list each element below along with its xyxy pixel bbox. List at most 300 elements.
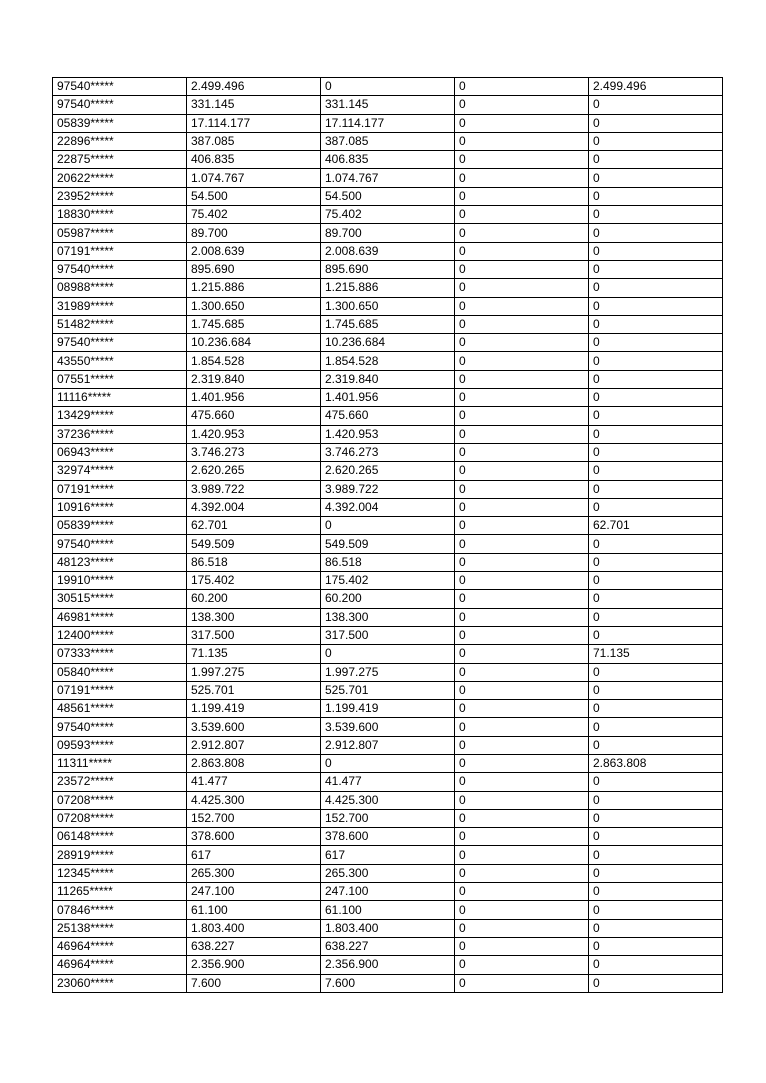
table-row	[53, 114, 723, 132]
column-5-cell: 0	[589, 663, 723, 681]
column-3-cell: 75.402	[321, 206, 455, 224]
column-3-cell: 0	[321, 517, 455, 535]
total-cell: 1.803.400	[187, 919, 321, 937]
table-row	[53, 407, 723, 425]
table-row	[53, 736, 723, 754]
column-4-cell: 0	[455, 370, 589, 388]
table-row	[53, 846, 723, 864]
total-cell: 317.500	[187, 626, 321, 644]
column-4-cell: 0	[455, 206, 589, 224]
total-cell: 54.500	[187, 187, 321, 205]
table-row	[53, 572, 723, 590]
column-5-cell: 0	[589, 334, 723, 352]
column-5-cell: 0	[589, 937, 723, 955]
column-3-cell: 247.100	[321, 883, 455, 901]
total-cell: 2.356.900	[187, 956, 321, 974]
table-row	[53, 773, 723, 791]
document-page	[52, 77, 722, 993]
column-4-cell: 0	[455, 645, 589, 663]
id-cell: 30515*****	[53, 590, 187, 608]
column-3-cell: 638.227	[321, 937, 455, 955]
column-5-cell: 0	[589, 260, 723, 278]
column-4-cell: 0	[455, 260, 589, 278]
column-5-cell: 0	[589, 370, 723, 388]
column-3-cell: 378.600	[321, 828, 455, 846]
total-cell: 7.600	[187, 974, 321, 992]
table-row	[53, 590, 723, 608]
table-row	[53, 78, 723, 96]
column-5-cell: 0	[589, 700, 723, 718]
column-4-cell: 0	[455, 78, 589, 96]
column-4-cell: 0	[455, 937, 589, 955]
column-5-cell: 71.135	[589, 645, 723, 663]
column-3-cell: 152.700	[321, 809, 455, 827]
column-5-cell: 0	[589, 718, 723, 736]
table-row	[53, 919, 723, 937]
total-cell: 71.135	[187, 645, 321, 663]
id-cell: 97540*****	[53, 260, 187, 278]
total-cell: 265.300	[187, 864, 321, 882]
table-row	[53, 498, 723, 516]
id-cell: 07191*****	[53, 681, 187, 699]
total-cell: 406.835	[187, 151, 321, 169]
id-cell: 07208*****	[53, 791, 187, 809]
id-cell: 23060*****	[53, 974, 187, 992]
column-5-cell: 2.863.808	[589, 754, 723, 772]
id-cell: 07551*****	[53, 370, 187, 388]
column-3-cell: 1.997.275	[321, 663, 455, 681]
id-cell: 05840*****	[53, 663, 187, 681]
column-5-cell: 0	[589, 187, 723, 205]
column-3-cell: 331.145	[321, 96, 455, 114]
table-row	[53, 480, 723, 498]
total-cell: 138.300	[187, 608, 321, 626]
column-4-cell: 0	[455, 169, 589, 187]
column-5-cell: 0	[589, 498, 723, 516]
column-4-cell: 0	[455, 334, 589, 352]
column-3-cell: 317.500	[321, 626, 455, 644]
column-5-cell: 0	[589, 114, 723, 132]
column-3-cell: 895.690	[321, 260, 455, 278]
column-3-cell: 265.300	[321, 864, 455, 882]
column-4-cell: 0	[455, 663, 589, 681]
column-3-cell: 60.200	[321, 590, 455, 608]
id-cell: 22896*****	[53, 132, 187, 150]
column-3-cell: 1.401.956	[321, 389, 455, 407]
table-row	[53, 974, 723, 992]
column-4-cell: 0	[455, 956, 589, 974]
column-5-cell: 0	[589, 297, 723, 315]
table-row	[53, 370, 723, 388]
id-cell: 43550*****	[53, 352, 187, 370]
id-cell: 25138*****	[53, 919, 187, 937]
table-row	[53, 169, 723, 187]
table-row	[53, 315, 723, 333]
total-cell: 1.854.528	[187, 352, 321, 370]
table-row	[53, 809, 723, 827]
column-4-cell: 0	[455, 590, 589, 608]
column-4-cell: 0	[455, 791, 589, 809]
column-5-cell: 0	[589, 626, 723, 644]
total-cell: 1.420.953	[187, 425, 321, 443]
column-3-cell: 617	[321, 846, 455, 864]
total-cell: 61.100	[187, 901, 321, 919]
table-row	[53, 187, 723, 205]
total-cell: 638.227	[187, 937, 321, 955]
total-cell: 1.745.685	[187, 315, 321, 333]
id-cell: 07191*****	[53, 480, 187, 498]
column-4-cell: 0	[455, 828, 589, 846]
id-cell: 46981*****	[53, 608, 187, 626]
table-row	[53, 901, 723, 919]
column-5-cell: 0	[589, 608, 723, 626]
id-cell: 07333*****	[53, 645, 187, 663]
column-4-cell: 0	[455, 535, 589, 553]
id-cell: 11116*****	[53, 389, 187, 407]
id-cell: 11265*****	[53, 883, 187, 901]
table-row	[53, 608, 723, 626]
table-row	[53, 279, 723, 297]
total-cell: 3.539.600	[187, 718, 321, 736]
total-cell: 2.620.265	[187, 462, 321, 480]
column-5-cell: 2.499.496	[589, 78, 723, 96]
column-5-cell: 0	[589, 224, 723, 242]
column-3-cell: 4.392.004	[321, 498, 455, 516]
id-cell: 28919*****	[53, 846, 187, 864]
id-cell: 06148*****	[53, 828, 187, 846]
column-5-cell: 0	[589, 828, 723, 846]
table-row	[53, 462, 723, 480]
total-cell: 475.660	[187, 407, 321, 425]
column-5-cell: 0	[589, 736, 723, 754]
column-3-cell: 475.660	[321, 407, 455, 425]
column-3-cell: 41.477	[321, 773, 455, 791]
column-5-cell: 0	[589, 242, 723, 260]
column-3-cell: 1.745.685	[321, 315, 455, 333]
column-3-cell: 1.854.528	[321, 352, 455, 370]
id-cell: 11311*****	[53, 754, 187, 772]
column-3-cell: 2.356.900	[321, 956, 455, 974]
total-cell: 3.989.722	[187, 480, 321, 498]
column-5-cell: 0	[589, 919, 723, 937]
id-cell: 13429*****	[53, 407, 187, 425]
column-5-cell: 0	[589, 132, 723, 150]
id-cell: 37236*****	[53, 425, 187, 443]
total-cell: 10.236.684	[187, 334, 321, 352]
column-4-cell: 0	[455, 846, 589, 864]
column-3-cell: 7.600	[321, 974, 455, 992]
table-row	[53, 151, 723, 169]
column-4-cell: 0	[455, 315, 589, 333]
table-row	[53, 260, 723, 278]
total-cell: 2.008.639	[187, 242, 321, 260]
table-row	[53, 132, 723, 150]
table-row	[53, 626, 723, 644]
table-row	[53, 96, 723, 114]
table-row	[53, 535, 723, 553]
table-body	[53, 78, 723, 993]
column-5-cell: 0	[589, 846, 723, 864]
column-3-cell: 3.539.600	[321, 718, 455, 736]
column-3-cell: 175.402	[321, 572, 455, 590]
column-5-cell: 0	[589, 535, 723, 553]
column-4-cell: 0	[455, 883, 589, 901]
column-5-cell: 0	[589, 901, 723, 919]
column-4-cell: 0	[455, 700, 589, 718]
column-3-cell: 387.085	[321, 132, 455, 150]
table-row	[53, 224, 723, 242]
column-4-cell: 0	[455, 974, 589, 992]
total-cell: 331.145	[187, 96, 321, 114]
column-4-cell: 0	[455, 132, 589, 150]
column-4-cell: 0	[455, 517, 589, 535]
id-cell: 19910*****	[53, 572, 187, 590]
total-cell: 75.402	[187, 206, 321, 224]
column-3-cell: 0	[321, 645, 455, 663]
column-5-cell: 0	[589, 590, 723, 608]
column-5-cell: 0	[589, 462, 723, 480]
id-cell: 97540*****	[53, 334, 187, 352]
column-3-cell: 89.700	[321, 224, 455, 242]
table-row	[53, 242, 723, 260]
id-cell: 97540*****	[53, 718, 187, 736]
table-row	[53, 443, 723, 461]
column-3-cell: 0	[321, 754, 455, 772]
total-cell: 17.114.177	[187, 114, 321, 132]
total-cell: 1.074.767	[187, 169, 321, 187]
id-cell: 09593*****	[53, 736, 187, 754]
total-cell: 2.912.807	[187, 736, 321, 754]
table-row	[53, 206, 723, 224]
column-4-cell: 0	[455, 242, 589, 260]
total-cell: 2.863.808	[187, 754, 321, 772]
column-4-cell: 0	[455, 809, 589, 827]
id-cell: 05839*****	[53, 517, 187, 535]
column-4-cell: 0	[455, 498, 589, 516]
column-3-cell: 138.300	[321, 608, 455, 626]
column-3-cell: 3.746.273	[321, 443, 455, 461]
table-row	[53, 389, 723, 407]
id-cell: 46964*****	[53, 956, 187, 974]
total-cell: 62.701	[187, 517, 321, 535]
id-cell: 07191*****	[53, 242, 187, 260]
column-5-cell: 0	[589, 809, 723, 827]
column-4-cell: 0	[455, 279, 589, 297]
column-3-cell: 86.518	[321, 553, 455, 571]
column-5-cell: 0	[589, 389, 723, 407]
id-cell: 51482*****	[53, 315, 187, 333]
id-cell: 48561*****	[53, 700, 187, 718]
column-3-cell: 525.701	[321, 681, 455, 699]
total-cell: 1.997.275	[187, 663, 321, 681]
column-3-cell: 1.420.953	[321, 425, 455, 443]
id-cell: 05987*****	[53, 224, 187, 242]
column-5-cell: 0	[589, 681, 723, 699]
column-5-cell: 0	[589, 974, 723, 992]
column-3-cell: 2.620.265	[321, 462, 455, 480]
column-5-cell: 0	[589, 315, 723, 333]
column-3-cell: 4.425.300	[321, 791, 455, 809]
total-cell: 549.509	[187, 535, 321, 553]
id-cell: 31989*****	[53, 297, 187, 315]
total-cell: 247.100	[187, 883, 321, 901]
total-cell: 3.746.273	[187, 443, 321, 461]
column-3-cell: 3.989.722	[321, 480, 455, 498]
column-5-cell: 0	[589, 553, 723, 571]
column-4-cell: 0	[455, 718, 589, 736]
id-cell: 46964*****	[53, 937, 187, 955]
column-5-cell: 0	[589, 864, 723, 882]
total-cell: 4.392.004	[187, 498, 321, 516]
id-cell: 12400*****	[53, 626, 187, 644]
table-row	[53, 956, 723, 974]
column-3-cell: 406.835	[321, 151, 455, 169]
column-4-cell: 0	[455, 389, 589, 407]
table-row	[53, 334, 723, 352]
column-5-cell: 0	[589, 480, 723, 498]
column-5-cell: 0	[589, 169, 723, 187]
total-cell: 387.085	[187, 132, 321, 150]
column-3-cell: 2.319.840	[321, 370, 455, 388]
id-cell: 20622*****	[53, 169, 187, 187]
column-3-cell: 549.509	[321, 535, 455, 553]
column-3-cell: 10.236.684	[321, 334, 455, 352]
column-5-cell: 0	[589, 352, 723, 370]
column-5-cell: 0	[589, 572, 723, 590]
table-row	[53, 937, 723, 955]
column-4-cell: 0	[455, 681, 589, 699]
column-4-cell: 0	[455, 407, 589, 425]
column-4-cell: 0	[455, 553, 589, 571]
id-cell: 12345*****	[53, 864, 187, 882]
column-5-cell: 0	[589, 425, 723, 443]
id-cell: 97540*****	[53, 96, 187, 114]
id-cell: 97540*****	[53, 535, 187, 553]
total-cell: 895.690	[187, 260, 321, 278]
column-4-cell: 0	[455, 151, 589, 169]
column-5-cell: 0	[589, 407, 723, 425]
total-cell: 1.401.956	[187, 389, 321, 407]
column-4-cell: 0	[455, 462, 589, 480]
column-3-cell: 1.300.650	[321, 297, 455, 315]
table-row	[53, 681, 723, 699]
column-4-cell: 0	[455, 96, 589, 114]
total-cell: 2.499.496	[187, 78, 321, 96]
column-4-cell: 0	[455, 480, 589, 498]
id-cell: 07846*****	[53, 901, 187, 919]
column-5-cell: 0	[589, 791, 723, 809]
column-5-cell: 0	[589, 956, 723, 974]
column-4-cell: 0	[455, 297, 589, 315]
id-cell: 48123*****	[53, 553, 187, 571]
column-5-cell: 0	[589, 151, 723, 169]
id-cell: 23572*****	[53, 773, 187, 791]
total-cell: 2.319.840	[187, 370, 321, 388]
id-cell: 22875*****	[53, 151, 187, 169]
total-cell: 1.199.419	[187, 700, 321, 718]
column-4-cell: 0	[455, 901, 589, 919]
column-4-cell: 0	[455, 425, 589, 443]
column-4-cell: 0	[455, 754, 589, 772]
column-4-cell: 0	[455, 352, 589, 370]
table-row	[53, 663, 723, 681]
total-cell: 1.215.886	[187, 279, 321, 297]
table-row	[53, 864, 723, 882]
column-5-cell: 0	[589, 206, 723, 224]
total-cell: 4.425.300	[187, 791, 321, 809]
column-5-cell: 0	[589, 96, 723, 114]
total-cell: 1.300.650	[187, 297, 321, 315]
total-cell: 60.200	[187, 590, 321, 608]
column-5-cell: 62.701	[589, 517, 723, 535]
column-5-cell: 0	[589, 773, 723, 791]
table-row	[53, 297, 723, 315]
column-4-cell: 0	[455, 864, 589, 882]
column-3-cell: 17.114.177	[321, 114, 455, 132]
column-3-cell: 1.215.886	[321, 279, 455, 297]
id-cell: 23952*****	[53, 187, 187, 205]
id-cell: 18830*****	[53, 206, 187, 224]
id-cell: 08988*****	[53, 279, 187, 297]
total-cell: 41.477	[187, 773, 321, 791]
column-4-cell: 0	[455, 224, 589, 242]
column-4-cell: 0	[455, 443, 589, 461]
column-4-cell: 0	[455, 572, 589, 590]
total-cell: 378.600	[187, 828, 321, 846]
table-row	[53, 718, 723, 736]
table-row	[53, 645, 723, 663]
id-cell: 05839*****	[53, 114, 187, 132]
data-table	[52, 77, 723, 993]
total-cell: 617	[187, 846, 321, 864]
column-5-cell: 0	[589, 883, 723, 901]
column-3-cell: 2.912.807	[321, 736, 455, 754]
id-cell: 32974*****	[53, 462, 187, 480]
column-3-cell: 1.803.400	[321, 919, 455, 937]
column-4-cell: 0	[455, 773, 589, 791]
table-row	[53, 700, 723, 718]
column-3-cell: 0	[321, 78, 455, 96]
id-cell: 07208*****	[53, 809, 187, 827]
column-4-cell: 0	[455, 114, 589, 132]
table-row	[53, 553, 723, 571]
column-5-cell: 0	[589, 443, 723, 461]
table-row	[53, 791, 723, 809]
column-4-cell: 0	[455, 736, 589, 754]
table-row	[53, 754, 723, 772]
id-cell: 06943*****	[53, 443, 187, 461]
column-3-cell: 2.008.639	[321, 242, 455, 260]
id-cell: 97540*****	[53, 78, 187, 96]
column-4-cell: 0	[455, 919, 589, 937]
column-3-cell: 1.199.419	[321, 700, 455, 718]
column-3-cell: 1.074.767	[321, 169, 455, 187]
total-cell: 89.700	[187, 224, 321, 242]
total-cell: 525.701	[187, 681, 321, 699]
id-cell: 10916*****	[53, 498, 187, 516]
column-4-cell: 0	[455, 626, 589, 644]
table-row	[53, 425, 723, 443]
column-3-cell: 61.100	[321, 901, 455, 919]
column-4-cell: 0	[455, 187, 589, 205]
total-cell: 175.402	[187, 572, 321, 590]
total-cell: 152.700	[187, 809, 321, 827]
table-row	[53, 883, 723, 901]
table-row	[53, 828, 723, 846]
table-row	[53, 517, 723, 535]
column-5-cell: 0	[589, 279, 723, 297]
total-cell: 86.518	[187, 553, 321, 571]
